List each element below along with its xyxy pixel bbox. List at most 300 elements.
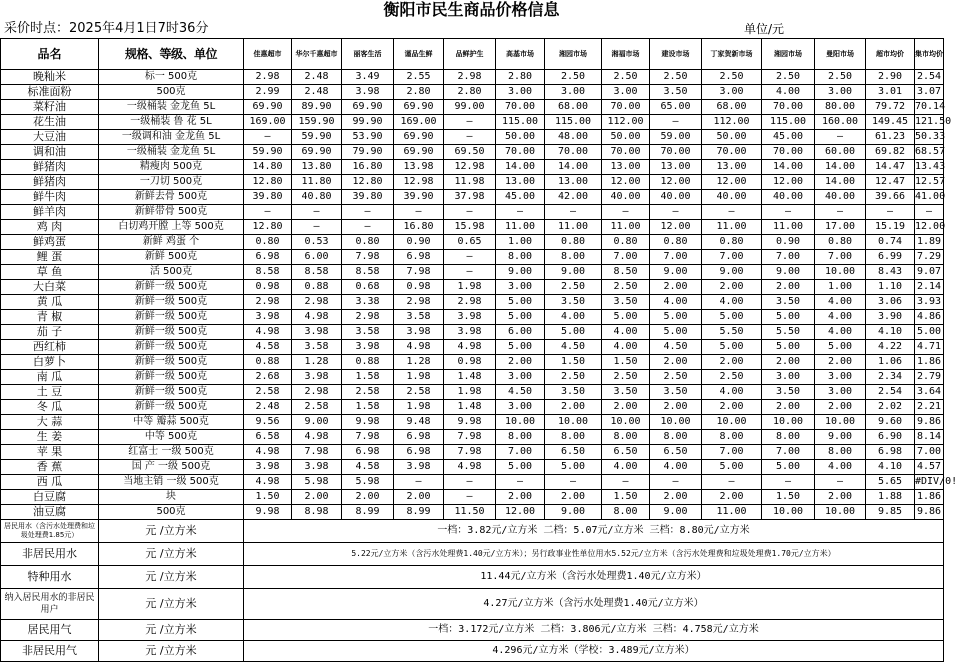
- price-cell: 79.72: [866, 100, 915, 115]
- price-cell: 5.00: [762, 310, 815, 325]
- unit-label: 单位/元: [744, 22, 785, 36]
- price-cell: 69.50: [444, 145, 496, 160]
- price-cell: 37.98: [444, 190, 496, 205]
- price-cell: 39.90: [394, 190, 444, 205]
- price-cell: 4.00: [602, 460, 650, 475]
- price-cell: 5.00: [650, 310, 702, 325]
- price-cell: 14.00: [815, 160, 866, 175]
- price-cell: 2.80: [394, 85, 444, 100]
- price-cell: 0.53: [292, 235, 342, 250]
- price-cell: 3.98: [292, 370, 342, 385]
- price-cell: 3.00: [815, 385, 866, 400]
- price-cell: 2.50: [815, 70, 866, 85]
- price-cell: 14.47: [866, 160, 915, 175]
- price-cell: 10.00: [815, 505, 866, 520]
- price-cell: 11.00: [702, 220, 762, 235]
- utility-unit: 元 /立方米: [99, 641, 244, 662]
- price-cell: 9.00: [545, 265, 602, 280]
- price-cell: 4.71: [915, 340, 944, 355]
- product-spec: 一级桶装 金龙鱼 5L: [99, 100, 244, 115]
- header-market: 湘园市场: [762, 39, 815, 70]
- price-cell: —: [815, 205, 866, 220]
- price-cell: 1.28: [394, 355, 444, 370]
- price-cell: 3.00: [496, 370, 545, 385]
- price-cell: 10.00: [650, 415, 702, 430]
- price-cell: 2.98: [444, 295, 496, 310]
- price-cell: 2.48: [292, 70, 342, 85]
- price-cell: 5.98: [342, 475, 394, 490]
- price-cell: 9.60: [866, 415, 915, 430]
- table-row: [1, 235, 944, 250]
- price-cell: 0.80: [815, 235, 866, 250]
- utility-row: [1, 520, 944, 543]
- table-row: [1, 475, 944, 490]
- price-cell: 5.00: [496, 340, 545, 355]
- price-cell: 60.00: [815, 145, 866, 160]
- product-spec: 一级调和油 金龙鱼 5L: [99, 130, 244, 145]
- table-row: [1, 445, 944, 460]
- product-name: 黄 瓜: [1, 295, 99, 310]
- price-cell: 48.00: [545, 130, 602, 145]
- price-cell: 8.00: [702, 430, 762, 445]
- price-cell: —: [444, 115, 496, 130]
- price-cell: 6.00: [292, 250, 342, 265]
- price-cell: 5.50: [762, 325, 815, 340]
- utility-row: [1, 566, 944, 589]
- price-cell: —: [762, 475, 815, 490]
- price-cell: 2.50: [545, 280, 602, 295]
- price-cell: 4.50: [545, 340, 602, 355]
- price-cell: 1.98: [394, 370, 444, 385]
- price-cell: —: [496, 475, 545, 490]
- price-cell: 1.98: [444, 385, 496, 400]
- price-cell: 1.50: [762, 490, 815, 505]
- price-cell: 2.50: [602, 70, 650, 85]
- price-cell: 2.90: [866, 70, 915, 85]
- price-cell: 3.00: [762, 370, 815, 385]
- price-cell: 1.58: [342, 370, 394, 385]
- price-cell: 69.90: [292, 145, 342, 160]
- table-row: [1, 190, 944, 205]
- price-cell: 50.00: [496, 130, 545, 145]
- price-cell: 3.00: [496, 400, 545, 415]
- price-cell: 11.00: [702, 505, 762, 520]
- price-cell: 2.50: [762, 70, 815, 85]
- utility-name: 纳入居民用水的非居民用户: [1, 589, 99, 620]
- price-cell: 3.98: [444, 310, 496, 325]
- price-cell: 70.00: [545, 145, 602, 160]
- price-cell: 8.00: [545, 250, 602, 265]
- price-cell: 4.57: [915, 460, 944, 475]
- price-cell: 40.80: [292, 190, 342, 205]
- price-cell: 0.90: [762, 235, 815, 250]
- price-cell: —: [444, 250, 496, 265]
- price-cell: 5.00: [496, 310, 545, 325]
- product-spec: 新鲜一级 500克: [99, 340, 244, 355]
- price-cell: 7.98: [394, 265, 444, 280]
- header-name: 品名: [1, 39, 99, 70]
- product-spec: 新鲜一级 500克: [99, 400, 244, 415]
- price-cell: 2.00: [650, 400, 702, 415]
- price-cell: 3.98: [394, 460, 444, 475]
- price-cell: 3.98: [342, 85, 394, 100]
- price-cell: 89.90: [292, 100, 342, 115]
- price-cell: 0.80: [342, 235, 394, 250]
- table-row: [1, 175, 944, 190]
- product-name: 草 鱼: [1, 265, 99, 280]
- price-cell: 1.10: [866, 280, 915, 295]
- price-cell: 3.00: [815, 85, 866, 100]
- price-cell: 9.00: [545, 505, 602, 520]
- price-cell: 2.14: [915, 280, 944, 295]
- price-cell: 12.80: [244, 220, 292, 235]
- price-cell: 14.00: [496, 160, 545, 175]
- table-row: [1, 385, 944, 400]
- price-cell: 5.98: [292, 475, 342, 490]
- price-cell: 6.98: [866, 445, 915, 460]
- price-cell: 70.00: [496, 145, 545, 160]
- table-header-row: [1, 39, 944, 70]
- product-spec: 中等 瓣蒜 500克: [99, 415, 244, 430]
- price-cell: 0.90: [394, 235, 444, 250]
- price-cell: 14.00: [815, 175, 866, 190]
- price-cell: 1.50: [545, 355, 602, 370]
- utility-unit: 元 /立方米: [99, 620, 244, 641]
- price-cell: 112.00: [602, 115, 650, 130]
- product-name: 鸡 肉: [1, 220, 99, 235]
- price-cell: 59.90: [292, 130, 342, 145]
- price-cell: 4.00: [602, 340, 650, 355]
- product-spec: 新鲜一级 500克: [99, 385, 244, 400]
- table-row: [1, 145, 944, 160]
- price-cell: 13.00: [545, 175, 602, 190]
- header-market: 高基市场: [496, 39, 545, 70]
- price-cell: 9.00: [762, 265, 815, 280]
- price-cell: 10.00: [762, 415, 815, 430]
- price-cell: 2.54: [915, 70, 944, 85]
- price-cell: 9.07: [915, 265, 944, 280]
- price-cell: 12.00: [650, 175, 702, 190]
- price-cell: 13.00: [650, 160, 702, 175]
- price-cell: 1.89: [915, 235, 944, 250]
- price-cell: 10.00: [815, 415, 866, 430]
- price-cell: 2.00: [702, 280, 762, 295]
- price-cell: 3.00: [496, 280, 545, 295]
- product-spec: 新鲜一级 500克: [99, 355, 244, 370]
- utility-unit: 元 /立方米: [99, 543, 244, 566]
- price-cell: 10.00: [602, 415, 650, 430]
- price-cell: 3.98: [292, 325, 342, 340]
- price-cell: 68.00: [545, 100, 602, 115]
- table-row: [1, 115, 944, 130]
- utility-name: 非居民用气: [1, 641, 99, 662]
- header-spec: 规格、等级、单位: [99, 39, 244, 70]
- utility-description: 4.27元/立方米（含污水处理费1.40元/立方米）: [244, 589, 944, 620]
- price-cell: 0.80: [602, 235, 650, 250]
- price-cell: 3.50: [762, 295, 815, 310]
- price-cell: 6.58: [244, 430, 292, 445]
- price-cell: 7.98: [292, 445, 342, 460]
- price-cell: —: [292, 220, 342, 235]
- price-cell: 9.00: [650, 265, 702, 280]
- price-cell: 11.00: [545, 220, 602, 235]
- price-cell: 69.90: [342, 100, 394, 115]
- price-cell: 2.00: [702, 400, 762, 415]
- price-cell: 2.55: [394, 70, 444, 85]
- price-cell: —: [702, 475, 762, 490]
- price-cell: 2.58: [394, 385, 444, 400]
- price-cell: 15.19: [866, 220, 915, 235]
- price-cell: 4.00: [762, 85, 815, 100]
- price-cell: 5.00: [602, 310, 650, 325]
- price-cell: 42.00: [545, 190, 602, 205]
- price-cell: 3.90: [866, 310, 915, 325]
- price-cell: 3.64: [915, 385, 944, 400]
- price-cell: 9.85: [866, 505, 915, 520]
- price-cell: 2.54: [866, 385, 915, 400]
- price-cell: 3.50: [762, 385, 815, 400]
- table-row: [1, 265, 944, 280]
- price-cell: 3.98: [342, 340, 394, 355]
- price-cell: 1.28: [292, 355, 342, 370]
- price-cell: 17.00: [815, 220, 866, 235]
- utility-name: 居民用水（含污水处理费和垃圾处理费1.85元）: [1, 520, 99, 543]
- price-table: [0, 38, 957, 662]
- price-cell: 8.00: [496, 430, 545, 445]
- price-rows: [1, 70, 957, 520]
- price-cell: 5.00: [702, 340, 762, 355]
- price-cell: 2.48: [292, 85, 342, 100]
- price-cell: 70.00: [602, 100, 650, 115]
- price-cell: 12.98: [394, 175, 444, 190]
- price-cell: 99.90: [342, 115, 394, 130]
- price-cell: 9.00: [650, 505, 702, 520]
- product-name: 白萝卜: [1, 355, 99, 370]
- price-cell: 0.80: [545, 235, 602, 250]
- price-cell: 3.98: [244, 460, 292, 475]
- product-name: 生 姜: [1, 430, 99, 445]
- price-cell: #DIV/0!: [915, 475, 944, 490]
- price-cell: 2.00: [545, 490, 602, 505]
- product-name: 鲜羊肉: [1, 205, 99, 220]
- price-cell: 4.22: [866, 340, 915, 355]
- price-cell: 4.98: [444, 340, 496, 355]
- price-cell: —: [444, 490, 496, 505]
- price-cell: 7.00: [915, 445, 944, 460]
- price-cell: 2.00: [815, 355, 866, 370]
- price-cell: 2.50: [702, 70, 762, 85]
- header-market: 佳惠超市: [244, 39, 292, 70]
- price-cell: 149.45: [866, 115, 915, 130]
- utility-description: 一档：3.82元/立方米 二档：5.07元/立方米 三档：8.80元/立方米: [244, 520, 944, 543]
- product-name: 南 瓜: [1, 370, 99, 385]
- table-row: [1, 430, 944, 445]
- price-cell: 0.80: [702, 235, 762, 250]
- price-cell: 7.00: [650, 250, 702, 265]
- price-cell: 59.90: [244, 145, 292, 160]
- price-cell: 11.00: [496, 220, 545, 235]
- price-cell: 8.00: [602, 430, 650, 445]
- table-row: [1, 460, 944, 475]
- table-row: [1, 220, 944, 235]
- price-cell: 12.98: [444, 160, 496, 175]
- price-cell: 7.00: [702, 250, 762, 265]
- utility-unit: 元 /立方米: [99, 566, 244, 589]
- price-cell: 4.58: [244, 340, 292, 355]
- price-cell: 4.98: [244, 445, 292, 460]
- price-cell: 2.58: [292, 400, 342, 415]
- price-cell: 45.00: [762, 130, 815, 145]
- price-cell: 2.00: [602, 400, 650, 415]
- price-cell: 3.58: [292, 340, 342, 355]
- table-row: [1, 280, 944, 295]
- price-cell: 9.00: [496, 265, 545, 280]
- price-cell: 99.00: [444, 100, 496, 115]
- price-cell: —: [394, 205, 444, 220]
- price-cell: 9.98: [244, 505, 292, 520]
- price-cell: 3.50: [650, 85, 702, 100]
- price-cell: 3.58: [394, 310, 444, 325]
- utility-unit: 元 /立方米: [99, 520, 244, 543]
- price-cell: 4.50: [650, 340, 702, 355]
- price-cell: 7.00: [702, 445, 762, 460]
- price-cell: 5.00: [545, 325, 602, 340]
- price-cell: 2.00: [762, 400, 815, 415]
- utility-description: 4.296元/立方米（学校：3.489元/立方米）: [244, 641, 944, 662]
- price-cell: 16.80: [394, 220, 444, 235]
- price-cell: 8.00: [602, 505, 650, 520]
- price-cell: 2.00: [342, 490, 394, 505]
- price-cell: 1.98: [444, 280, 496, 295]
- price-cell: 2.58: [342, 385, 394, 400]
- price-cell: 2.68: [244, 370, 292, 385]
- price-cell: 5.00: [762, 340, 815, 355]
- utility-row: [1, 620, 944, 641]
- price-cell: 1.50: [602, 355, 650, 370]
- product-name: 青 椒: [1, 310, 99, 325]
- product-name: 茄 子: [1, 325, 99, 340]
- price-cell: 15.98: [444, 220, 496, 235]
- price-cell: 9.98: [444, 415, 496, 430]
- header-market: 湘园市场: [545, 39, 602, 70]
- price-cell: 11.00: [762, 220, 815, 235]
- price-cell: 11.50: [444, 505, 496, 520]
- price-cell: 0.88: [342, 355, 394, 370]
- price-cell: —: [702, 205, 762, 220]
- price-cell: 5.00: [815, 340, 866, 355]
- price-cell: 70.00: [762, 100, 815, 115]
- utility-row: [1, 641, 944, 662]
- price-cell: 169.00: [244, 115, 292, 130]
- product-name: 大 蒜: [1, 415, 99, 430]
- price-cell: 70.00: [762, 145, 815, 160]
- price-cell: 70.00: [702, 145, 762, 160]
- price-cell: 0.98: [394, 280, 444, 295]
- price-cell: 2.80: [496, 70, 545, 85]
- price-cell: 4.98: [394, 340, 444, 355]
- product-spec: 国 产 一级 500克: [99, 460, 244, 475]
- price-cell: 2.98: [444, 70, 496, 85]
- price-cell: 6.99: [866, 250, 915, 265]
- price-cell: —: [866, 205, 915, 220]
- price-cell: 2.00: [545, 400, 602, 415]
- table-row: [1, 325, 944, 340]
- price-cell: 2.00: [702, 355, 762, 370]
- price-cell: 160.00: [815, 115, 866, 130]
- price-cell: —: [815, 475, 866, 490]
- price-cell: 5.00: [496, 295, 545, 310]
- price-cell: —: [394, 475, 444, 490]
- price-cell: 5.00: [762, 460, 815, 475]
- price-cell: 6.98: [342, 445, 394, 460]
- price-cell: 50.33: [915, 130, 944, 145]
- price-cell: 4.00: [650, 295, 702, 310]
- price-cell: 14.80: [244, 160, 292, 175]
- product-name: 土 豆: [1, 385, 99, 400]
- price-cell: —: [244, 205, 292, 220]
- price-cell: 79.90: [342, 145, 394, 160]
- price-cell: 1.86: [915, 490, 944, 505]
- price-cell: 0.88: [244, 355, 292, 370]
- price-cell: 0.65: [444, 235, 496, 250]
- price-cell: 2.50: [650, 70, 702, 85]
- price-cell: 12.80: [244, 175, 292, 190]
- price-cell: 12.00: [650, 220, 702, 235]
- price-cell: 4.00: [702, 385, 762, 400]
- price-cell: 40.00: [762, 190, 815, 205]
- price-cell: 3.01: [866, 85, 915, 100]
- table-row: [1, 130, 944, 145]
- price-cell: 69.82: [866, 145, 915, 160]
- price-cell: 112.00: [702, 115, 762, 130]
- price-cell: 2.58: [244, 385, 292, 400]
- product-spec: 一刀切 500克: [99, 175, 244, 190]
- price-cell: —: [496, 205, 545, 220]
- table-row: [1, 205, 944, 220]
- price-cell: 2.98: [292, 385, 342, 400]
- price-cell: 12.00: [762, 175, 815, 190]
- price-cell: 6.98: [244, 250, 292, 265]
- product-spec: 白切鸡开膛 上等 500克: [99, 220, 244, 235]
- price-cell: 4.86: [915, 310, 944, 325]
- price-cell: —: [602, 475, 650, 490]
- price-cell: 40.00: [602, 190, 650, 205]
- price-cell: 1.58: [342, 400, 394, 415]
- price-cell: 5.00: [702, 310, 762, 325]
- price-cell: 6.98: [394, 250, 444, 265]
- price-cell: 8.00: [815, 445, 866, 460]
- product-name: 鲜猪肉: [1, 175, 99, 190]
- price-cell: 12.47: [866, 175, 915, 190]
- price-cell: 2.50: [602, 280, 650, 295]
- price-cell: 4.00: [602, 325, 650, 340]
- price-cell: 2.00: [815, 490, 866, 505]
- price-cell: 2.00: [815, 400, 866, 415]
- price-cell: 3.07: [915, 85, 944, 100]
- product-spec: 精瘦肉 500克: [99, 160, 244, 175]
- price-cell: 6.98: [394, 445, 444, 460]
- price-cell: —: [292, 205, 342, 220]
- price-cell: 8.98: [292, 505, 342, 520]
- price-cell: 13.80: [292, 160, 342, 175]
- price-cell: 3.00: [602, 85, 650, 100]
- sheet-title: 衡阳市民生商品价格信息: [383, 0, 560, 19]
- price-cell: 115.00: [496, 115, 545, 130]
- price-cell: 13.00: [496, 175, 545, 190]
- product-name: 香 蕉: [1, 460, 99, 475]
- product-spec: 新鲜一级 500克: [99, 295, 244, 310]
- price-cell: 2.34: [866, 370, 915, 385]
